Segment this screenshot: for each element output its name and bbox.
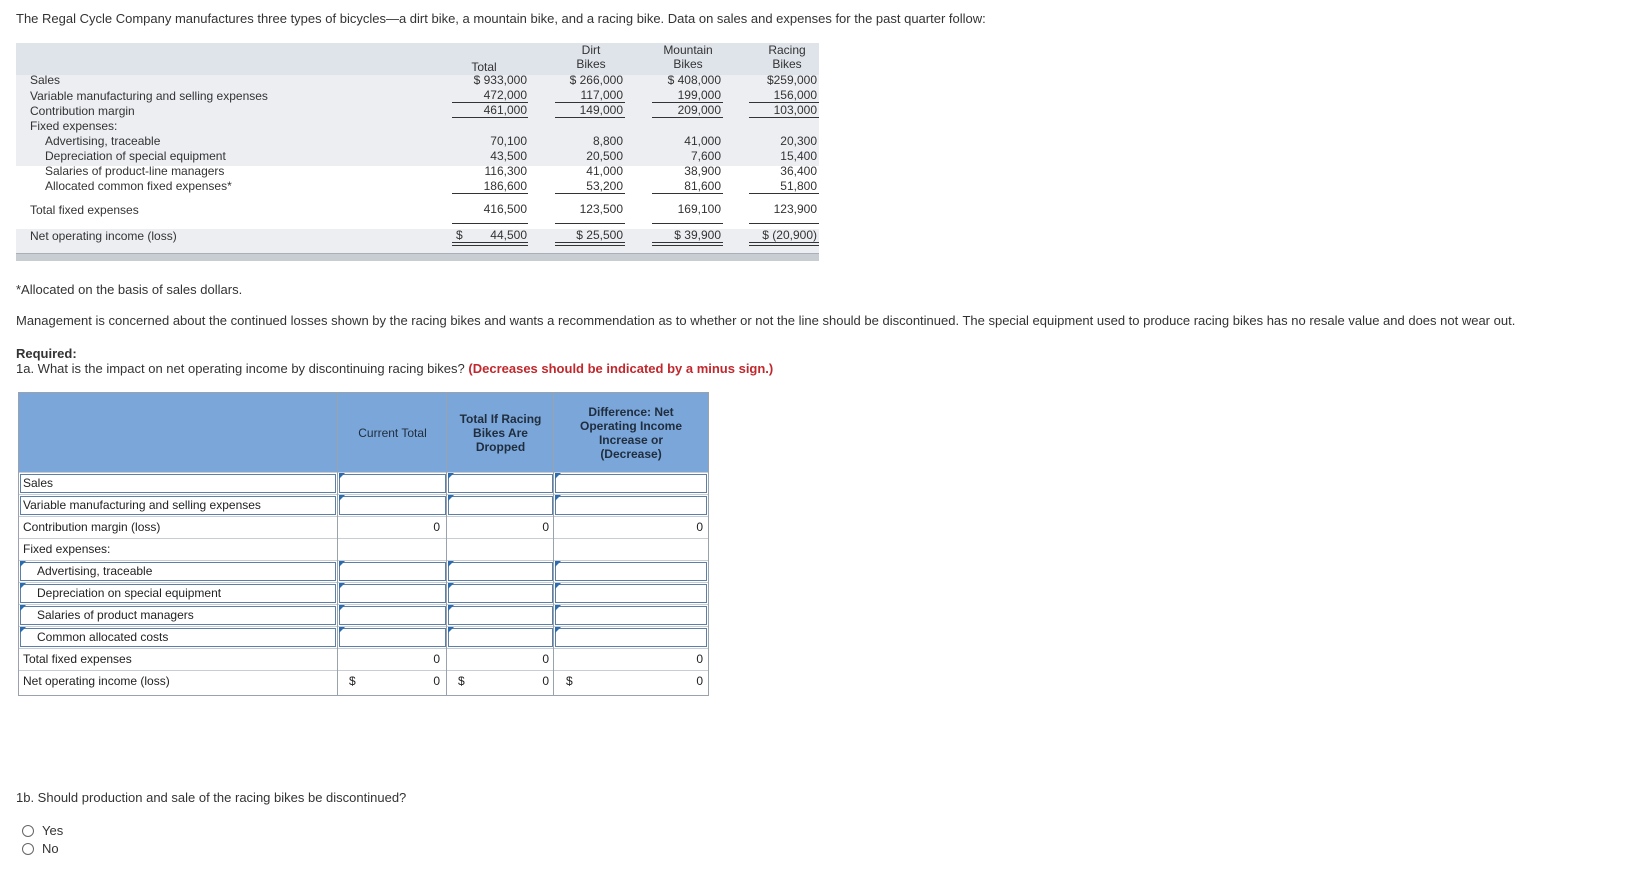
noi-difference-currency: $ <box>566 674 573 688</box>
salaries-total: 116,300 <box>484 164 527 178</box>
header-diff-line-2: Operating Income <box>579 418 683 433</box>
answer-label-depreciation: Depreciation on special equipment <box>37 586 222 600</box>
contribution-racing: 103,000 <box>773 103 817 117</box>
allocated-dirt: 53,200 <box>586 179 623 193</box>
sales-difference-input[interactable] <box>555 474 707 493</box>
sales-current-input[interactable] <box>339 474 446 493</box>
option-yes-label: Yes <box>42 823 64 838</box>
contribution-total: 461,000 <box>483 103 527 117</box>
answer-row-contribution <box>19 516 708 538</box>
answer-label-total-fixed: Total fixed expenses <box>23 652 132 666</box>
allocated-mountain: 81,600 <box>684 179 721 193</box>
noi-total: 44,500 <box>490 228 527 242</box>
advertising-difference-input[interactable] <box>555 562 707 581</box>
salaries-dropped-input[interactable] <box>448 606 553 625</box>
question-1b: 1b. Should production and sale of the racing bikes be discontinued? <box>16 790 407 805</box>
sales-mountain: $ 408,000 <box>667 73 721 87</box>
salaries-difference-input[interactable] <box>555 606 707 625</box>
variable-total: 472,000 <box>483 88 527 102</box>
depreciation-mountain: 7,600 <box>690 149 721 163</box>
header-dropped-line-2: Bikes Are <box>473 425 528 440</box>
sales-dirt: $ 266,000 <box>569 73 623 87</box>
depreciation-difference-input[interactable] <box>555 584 707 603</box>
row-label-contribution: Contribution margin <box>30 104 135 118</box>
row-label-noi: Net operating income (loss) <box>30 229 177 243</box>
common-difference-input[interactable] <box>555 628 707 647</box>
advertising-dropped-input[interactable] <box>448 562 553 581</box>
answer-row-fixed <box>19 538 708 560</box>
row-label-fixed: Fixed expenses: <box>30 119 118 133</box>
noi-current-currency: $ <box>349 674 356 688</box>
no-radio[interactable] <box>22 843 34 855</box>
sales-racing: $259,000 <box>766 73 817 87</box>
salaries-dirt: 41,000 <box>586 164 623 178</box>
salaries-mountain: 38,900 <box>684 164 721 178</box>
answer-row-total-fixed <box>19 648 708 670</box>
answer-row-depreciation <box>19 582 708 604</box>
variable-dropped-input[interactable] <box>448 496 553 515</box>
contribution-dirt: 149,000 <box>579 103 623 117</box>
header-dropped-line-3: Dropped <box>475 439 526 454</box>
answer-label-contribution: Contribution margin (loss) <box>23 520 161 534</box>
answer-row-noi <box>19 670 708 695</box>
advertising-current-input[interactable] <box>339 562 446 581</box>
depreciation-dirt: 20,500 <box>586 149 623 163</box>
header-mountain-2: Bikes <box>673 57 703 71</box>
row-label-allocated: Allocated common fixed expenses* <box>45 179 232 193</box>
header-total: Total <box>471 60 497 74</box>
row-label-advertising: Advertising, traceable <box>45 134 161 148</box>
contribution-difference-value: 0 <box>696 520 703 534</box>
question-1a-hint: (Decreases should be indicated by a minus sign.) <box>468 361 774 376</box>
header-diff-line-4: (Decrease) <box>600 446 662 461</box>
yes-radio[interactable] <box>22 825 34 837</box>
depreciation-total: 43,500 <box>490 149 527 163</box>
noi-difference-value: 0 <box>696 674 703 688</box>
answer-label-advertising: Advertising, traceable <box>37 564 153 578</box>
header-racing-2: Bikes <box>772 57 802 71</box>
salaries-racing: 36,400 <box>780 164 817 178</box>
question-1a-text: 1a. What is the impact on net operating income by discontinuing racing bikes? <box>16 361 465 376</box>
required-heading: Required: <box>16 346 77 361</box>
contribution-current-value: 0 <box>433 520 440 534</box>
common-current-input[interactable] <box>339 628 446 647</box>
common-dropped-input[interactable] <box>448 628 553 647</box>
row-label-sales: Sales <box>30 73 61 87</box>
advertising-mountain: 41,000 <box>684 134 721 148</box>
noi-current-value: 0 <box>433 674 440 688</box>
header-racing: Racing <box>768 43 806 57</box>
sales-total: $ 933,000 <box>473 73 527 87</box>
noi-total-sign: $ <box>456 228 463 242</box>
management-text: Management is concerned about the continued losses shown by the racing bikes and wants a recommendation as to whether or not the line should be discontinued. The special equipment used to produce racing bikes has no resale value and does not wear out. <box>16 313 1516 328</box>
question-1a <box>16 361 773 376</box>
noi-dropped-value: 0 <box>542 674 549 688</box>
allocated-total: 186,600 <box>483 179 527 193</box>
noi-dirt: $ 25,500 <box>576 228 623 242</box>
variable-current-input[interactable] <box>339 496 446 515</box>
row-label-variable: Variable manufacturing and selling expenses <box>30 89 268 103</box>
header-difference <box>554 393 708 472</box>
contribution-mountain: 209,000 <box>677 103 721 117</box>
footnote: *Allocated on the basis of sales dollars. <box>16 282 243 297</box>
variable-dirt: 117,000 <box>580 88 623 102</box>
total-fixed-mountain: 169,100 <box>677 202 721 216</box>
option-no[interactable] <box>22 841 59 856</box>
header-mountain: Mountain <box>663 43 713 57</box>
contribution-dropped-value: 0 <box>542 520 549 534</box>
header-diff-line-3: Increase or <box>598 432 664 447</box>
advertising-total: 70,100 <box>490 134 527 148</box>
intro-text: The Regal Cycle Company manufactures three types of bicycles—a dirt bike, a mountain bike, and a racing bike. Data on sales and expenses for the past quarter follow: <box>16 11 986 26</box>
answer-label-fixed: Fixed expenses: <box>23 542 111 556</box>
row-label-total-fixed: Total fixed expenses <box>30 203 139 217</box>
answer-label-common: Common allocated costs <box>37 630 169 644</box>
noi-racing: $ (20,900) <box>762 228 817 242</box>
answer-label-variable: Variable manufacturing and selling expenses <box>23 498 261 512</box>
total-fixed-difference-value: 0 <box>696 652 703 666</box>
option-no-label: No <box>42 841 59 856</box>
header-current-total: Current Total <box>358 425 427 440</box>
variable-racing: 156,000 <box>773 88 817 102</box>
total-fixed-dropped-value: 0 <box>542 652 549 666</box>
salaries-current-input[interactable] <box>339 606 446 625</box>
depreciation-current-input[interactable] <box>339 584 446 603</box>
advertising-dirt: 8,800 <box>592 134 623 148</box>
answer-row-common <box>19 626 708 648</box>
answer-row-variable <box>19 494 708 516</box>
answer-label-noi: Net operating income (loss) <box>23 674 170 688</box>
noi-dropped-currency: $ <box>458 674 465 688</box>
total-fixed-racing: 123,900 <box>773 202 817 216</box>
variable-mountain: 199,000 <box>677 88 721 102</box>
row-label-depreciation: Depreciation of special equipment <box>45 149 226 163</box>
row-label-salaries: Salaries of product-line managers <box>45 164 225 178</box>
answer-row-advertising <box>19 560 708 582</box>
sales-data-table <box>16 43 819 260</box>
header-dropped-line-1: Total If Racing <box>459 411 542 426</box>
header-dirt-2: Bikes <box>576 57 606 71</box>
sales-dropped-input[interactable] <box>448 474 553 493</box>
header-dirt: Dirt <box>581 43 601 57</box>
variable-difference-input[interactable] <box>555 496 707 515</box>
header-total-if-dropped <box>447 393 554 472</box>
depreciation-dropped-input[interactable] <box>448 584 553 603</box>
answer-table <box>18 392 709 696</box>
answer-row-salaries <box>19 604 708 626</box>
total-fixed-total: 416,500 <box>483 202 527 216</box>
option-yes[interactable] <box>22 823 63 838</box>
answer-label-sales: Sales <box>23 476 54 490</box>
answer-label-salaries: Salaries of product managers <box>37 608 194 622</box>
total-fixed-dirt: 123,500 <box>579 202 623 216</box>
answer-row-sales <box>19 472 708 494</box>
advertising-racing: 20,300 <box>780 134 817 148</box>
header-diff-line-1: Difference: Net <box>588 404 674 419</box>
noi-mountain: $ 39,900 <box>674 228 721 242</box>
depreciation-racing: 15,400 <box>780 149 817 163</box>
total-fixed-current-value: 0 <box>433 652 440 666</box>
allocated-racing: 51,800 <box>780 179 817 193</box>
